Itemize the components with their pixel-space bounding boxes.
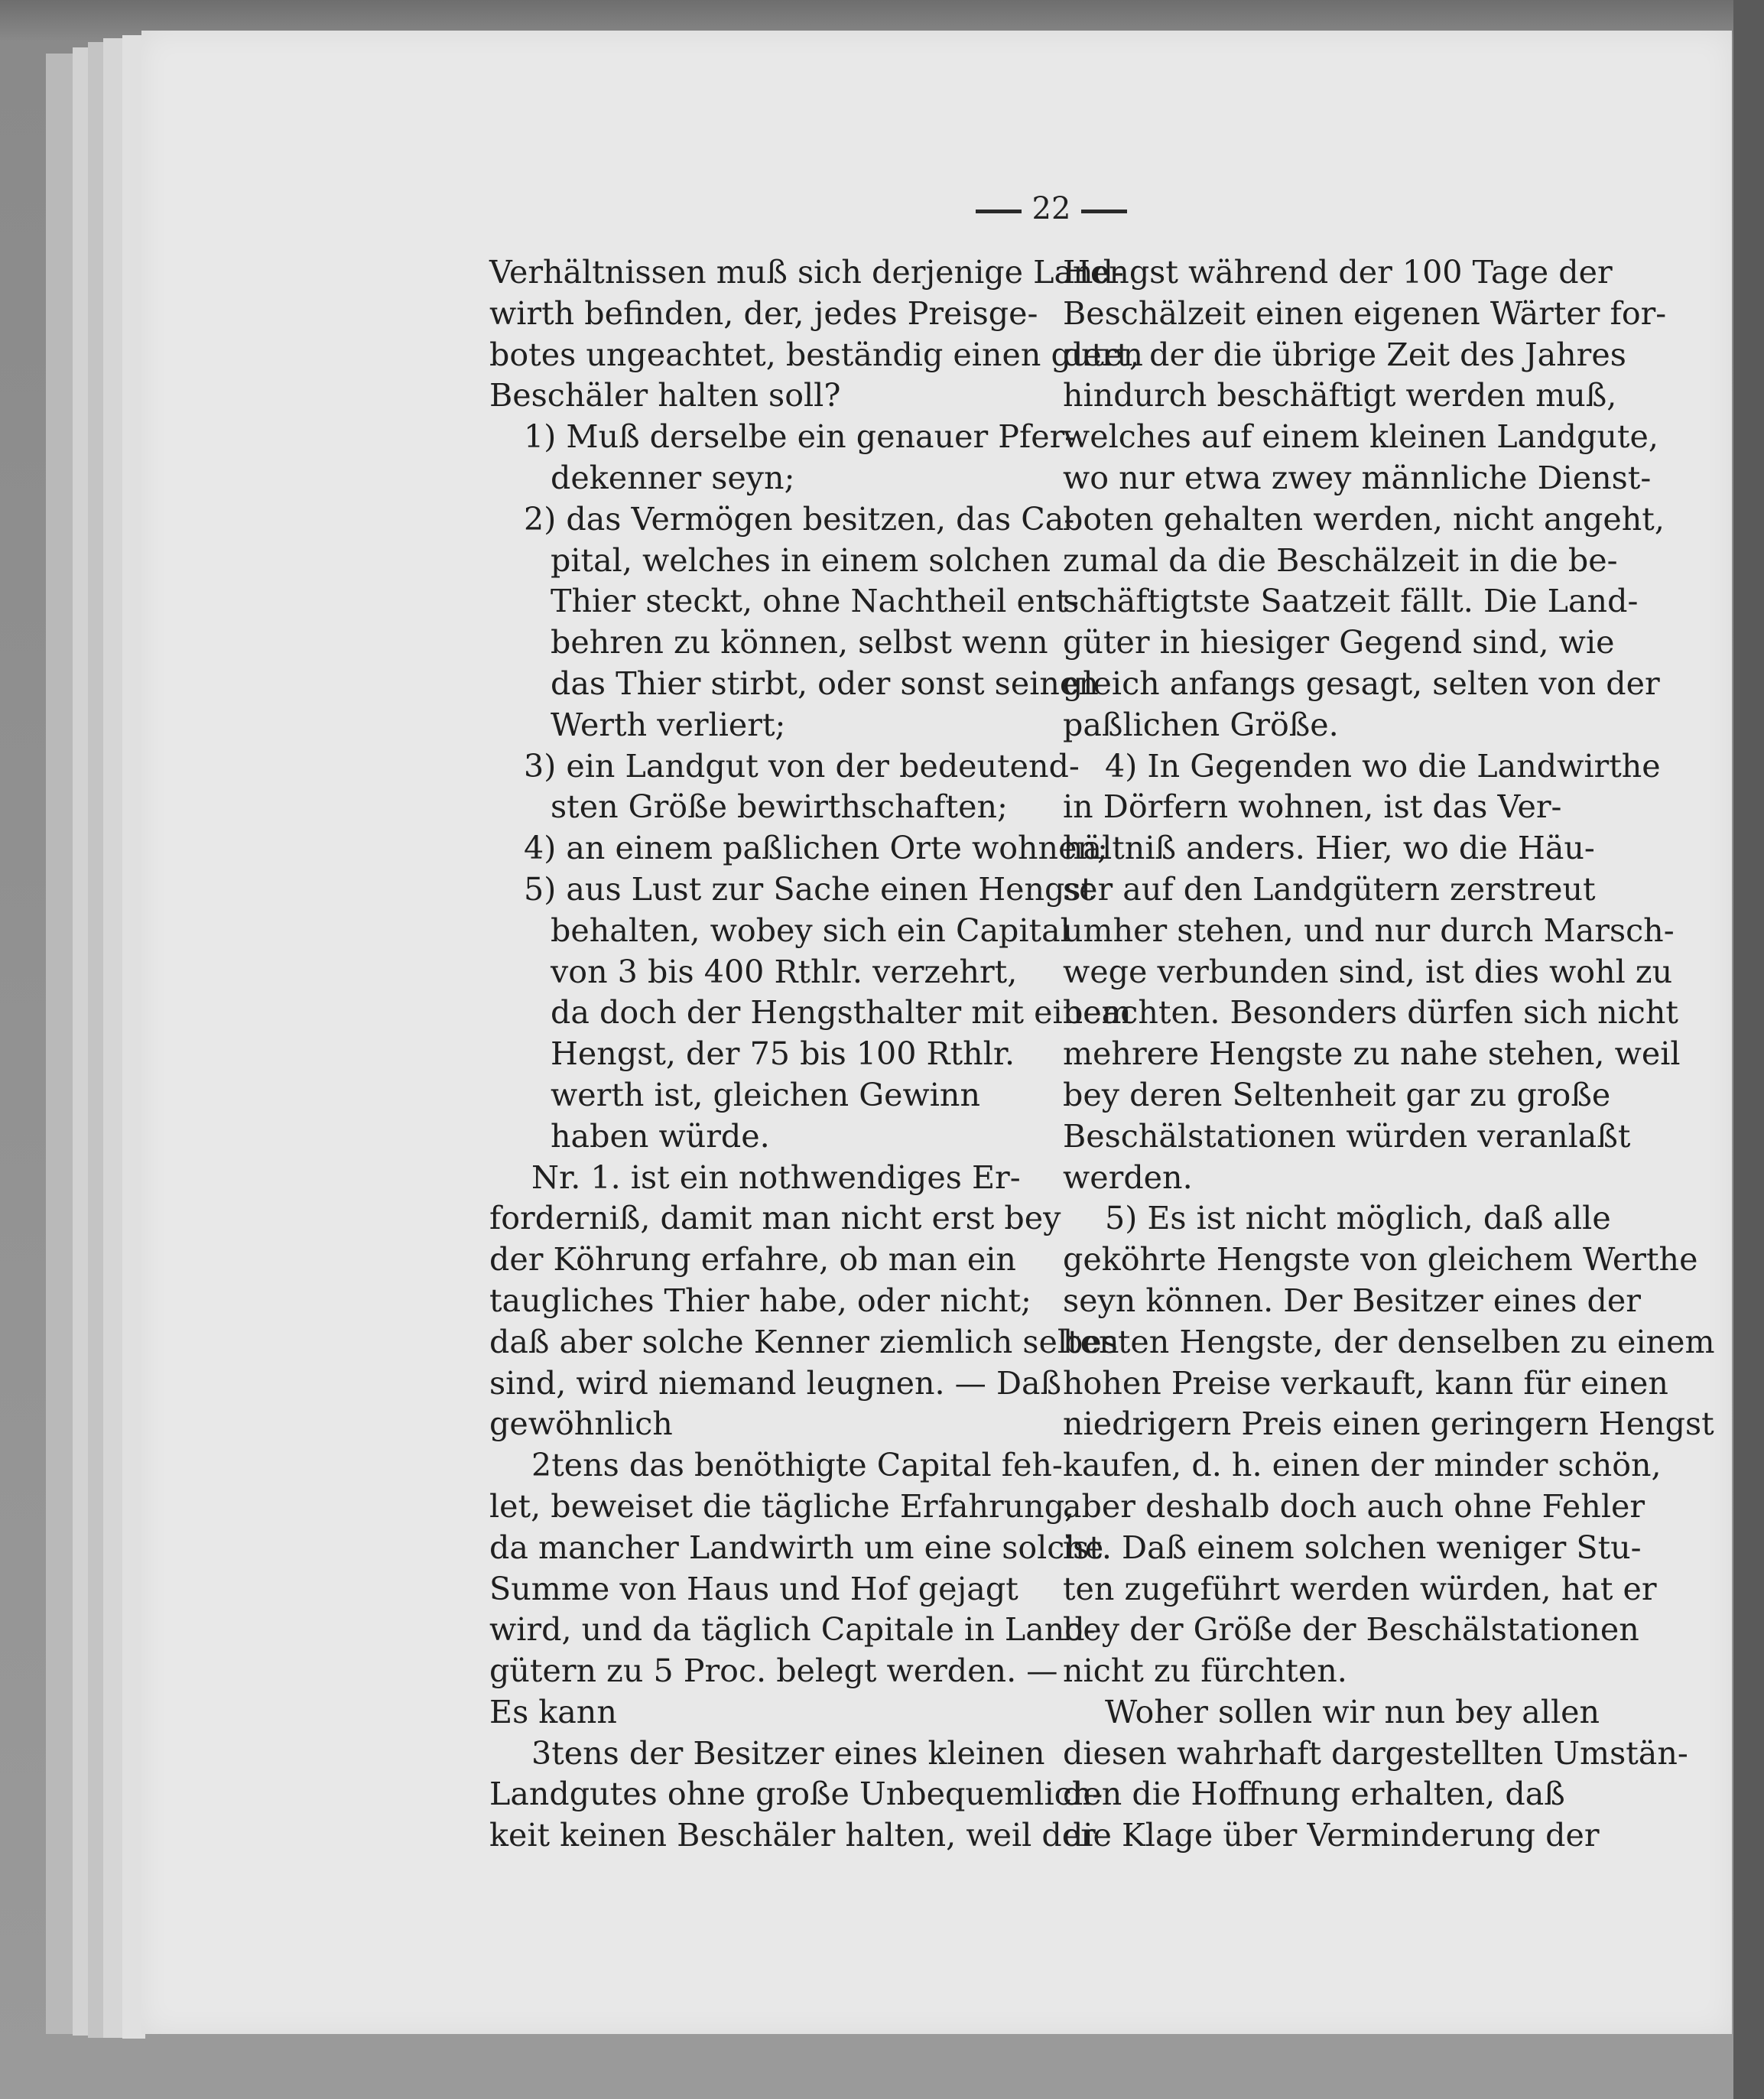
text-line: Beschälstationen würden veranlaßt: [1063, 1117, 1631, 1155]
text-line: Beschälzeit einen eigenen Wärter for-: [1063, 294, 1667, 332]
page-sheet: [141, 31, 1732, 2034]
text-line: Hengst, der 75 bis 100 Rthlr.: [551, 1035, 1015, 1073]
text-line: paßlichen Größe.: [1063, 706, 1339, 743]
text-line: Woher sollen wir nun bey allen: [1105, 1693, 1600, 1730]
text-line: das Thier stirbt, oder sonst seinen: [551, 664, 1099, 702]
text-line: werth ist, gleichen Gewinn: [551, 1076, 980, 1113]
text-line: da mancher Landwirth um eine solche: [489, 1529, 1104, 1566]
text-line: hindurch beschäftigt werden muß,: [1063, 377, 1617, 414]
text-line: Nr. 1. ist ein nothwendiges Er-: [531, 1158, 1021, 1196]
text-line: ten zugeführt werden würden, hat er: [1063, 1570, 1657, 1607]
page-number-text: 22: [1031, 191, 1071, 226]
text-line: 2) das Vermögen besitzen, das Ca-: [524, 500, 1075, 538]
text-line: 5) Es ist nicht möglich, daß alle: [1105, 1200, 1611, 1237]
text-line: gütern zu 5 Proc. belegt werden. —: [489, 1652, 1058, 1690]
text-line: keit keinen Beschäler halten, weil der: [489, 1817, 1096, 1854]
text-line: dekenner seyn;: [551, 459, 795, 496]
text-line: gleich anfangs gesagt, selten von der: [1063, 664, 1660, 702]
text-line: ser auf den Landgütern zerstreut: [1063, 870, 1596, 908]
text-line: in Dörfern wohnen, ist das Ver-: [1063, 788, 1562, 826]
text-line: 4) an einem paßlichen Orte wohnen;: [524, 830, 1108, 867]
text-line: bey der Größe der Beschälstationen: [1063, 1611, 1639, 1649]
text-line: kaufen, d. h. einen der minder schön,: [1063, 1447, 1662, 1484]
text-line: bey deren Seltenheit gar zu große: [1063, 1076, 1611, 1113]
text-line: Summe von Haus und Hof gejagt: [489, 1570, 1018, 1607]
text-line: sind, wird niemand leugnen. — Daß: [489, 1364, 1062, 1402]
text-line: den die Hoffnung erhalten, daß: [1063, 1776, 1565, 1813]
text-line: Es kann: [489, 1693, 617, 1730]
text-line: schäftigtste Saatzeit fällt. Die Land-: [1063, 583, 1639, 620]
text-line: Werth verliert;: [551, 706, 786, 743]
text-line: beachten. Besonders dürfen sich nicht: [1063, 994, 1678, 1032]
text-line: mehrere Hengste zu nahe stehen, weil: [1063, 1035, 1681, 1073]
text-line: der Köhrung erfahre, ob man ein: [489, 1241, 1016, 1279]
text-line: wird, und da täglich Capitale in Land-: [489, 1611, 1096, 1649]
text-line: güter in hiesiger Gegend sind, wie: [1063, 624, 1615, 661]
text-line: da doch der Hengsthalter mit einem: [551, 994, 1132, 1032]
text-line: gewöhnlich: [489, 1405, 673, 1443]
text-line: zumal da die Beschälzeit in die be-: [1063, 541, 1618, 579]
text-line: behalten, wobey sich ein Capital: [551, 911, 1070, 949]
text-line: sten Größe bewirthschaften;: [551, 788, 1008, 826]
text-line: hältniß anders. Hier, wo die Häu-: [1063, 830, 1595, 867]
text-line: 4) In Gegenden wo die Landwirthe: [1105, 747, 1661, 785]
text-line: werden.: [1063, 1158, 1193, 1196]
text-line: Hengst während der 100 Tage der: [1063, 254, 1613, 291]
text-line: 3) ein Landgut von der bedeutend-: [524, 747, 1080, 785]
text-line: niedrigern Preis einen geringern Hengst: [1063, 1405, 1714, 1443]
text-line: taugliches Thier habe, oder nicht;: [489, 1282, 1031, 1319]
text-line: 5) aus Lust zur Sache einen Hengst: [524, 870, 1094, 908]
text-line: 1) Muß derselbe ein genauer Pfer-: [524, 418, 1076, 456]
text-line: pital, welches in einem solchen: [551, 541, 1051, 579]
text-line: diesen wahrhaft dargestellten Umstän-: [1063, 1734, 1688, 1772]
text-line: daß aber solche Kenner ziemlich selten: [489, 1323, 1119, 1360]
text-line: aber deshalb doch auch ohne Fehler: [1063, 1487, 1645, 1525]
text-line: 3tens der Besitzer eines kleinen: [531, 1734, 1045, 1772]
text-line: nicht zu fürchten.: [1063, 1652, 1347, 1690]
text-line: umher stehen, und nur durch Marsch-: [1063, 911, 1675, 949]
text-line: Thier steckt, ohne Nachtheil ent-: [551, 583, 1079, 620]
text-line: Landgutes ohne große Unbequemlich-: [489, 1776, 1103, 1813]
text-line: hohen Preise verkauft, kann für einen: [1063, 1364, 1668, 1402]
text-line: ist. Daß einem solchen weniger Stu-: [1063, 1529, 1642, 1566]
text-line: besten Hengste, der denselben zu einem: [1063, 1323, 1715, 1360]
dash-right: [1081, 210, 1127, 213]
text-line: Verhältnissen muß sich derjenige Land-: [489, 254, 1124, 291]
text-line: boten gehalten werden, nicht angeht,: [1063, 500, 1665, 538]
text-line: Beschäler halten soll?: [489, 377, 841, 414]
text-line: botes ungeachtet, beständig einen guten: [489, 336, 1143, 373]
text-line: geköhrte Hengste von gleichem Werthe: [1063, 1241, 1698, 1279]
text-line: behren zu können, selbst wenn: [551, 624, 1048, 661]
text-line: wo nur etwa zwey männliche Dienst-: [1063, 459, 1652, 496]
text-line: welches auf einem kleinen Landgute,: [1063, 418, 1658, 456]
text-line: let, beweiset die tägliche Erfahrung,: [489, 1487, 1075, 1525]
text-line: haben würde.: [551, 1117, 770, 1155]
text-line: seyn können. Der Besitzer eines der: [1063, 1282, 1641, 1319]
text-line: 2tens das benöthigte Capital feh-: [531, 1447, 1063, 1484]
text-line: forderniß, damit man nicht erst bey: [489, 1200, 1061, 1237]
text-column-right: [1063, 252, 1751, 1857]
text-line: wirth befinden, der, jedes Preisge-: [489, 294, 1038, 332]
page-number: [937, 191, 1166, 226]
text-line: wege verbunden sind, ist dies wohl zu: [1063, 953, 1673, 990]
text-line: dert, der die übrige Zeit des Jahres: [1063, 336, 1626, 373]
dash-left: [976, 210, 1022, 213]
text-line: die Klage über Verminderung der: [1063, 1817, 1600, 1854]
text-line: von 3 bis 400 Rthlr. verzehrt,: [551, 953, 1018, 990]
